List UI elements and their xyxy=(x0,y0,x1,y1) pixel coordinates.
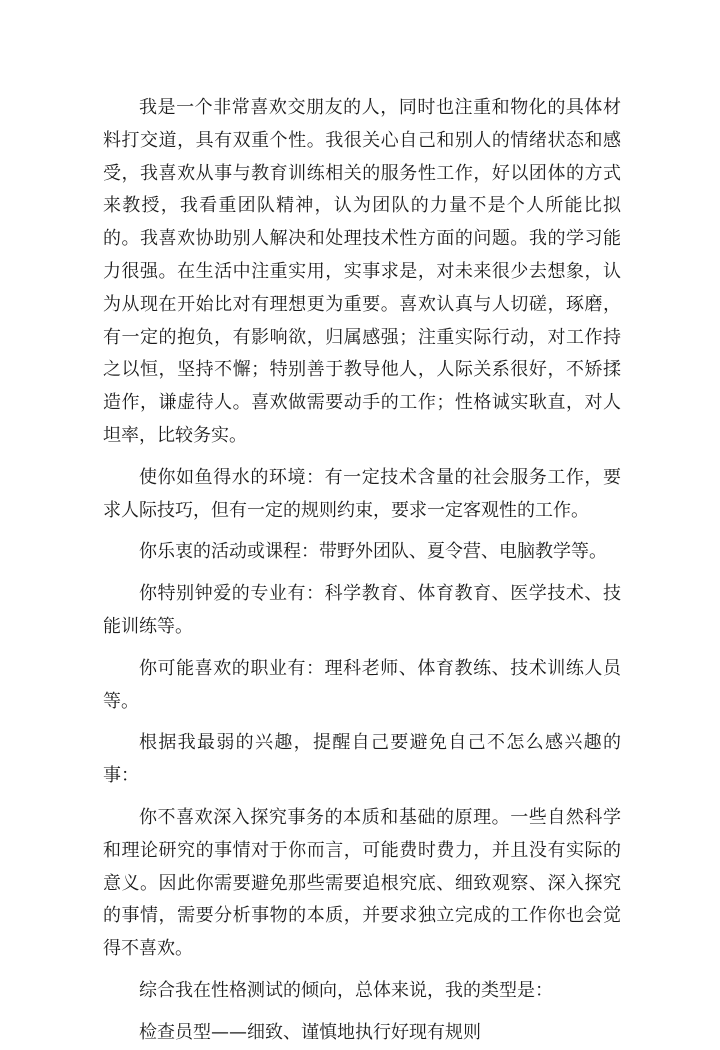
paragraph-environment: 使你如鱼得水的环境：有一定技术含量的社会服务工作，要求人际技巧，但有一定的规则约束，要求一定客观性的工作。 xyxy=(103,466,621,521)
paragraph-careers: 你可能喜欢的职业有：理科老师、体育教练、技术训练人员等。 xyxy=(103,657,621,712)
document-body xyxy=(103,92,621,1050)
paragraph-majors: 你特别钟爱的专业有：科学教育、体育教育、医学技术、技能训练等。 xyxy=(103,583,621,637)
paragraph-dislikes: 你不喜欢深入探究事务的本质和基础的原理。一些自然科学和理论研究的事情对于你而言，可能费时费力，并且没有实际的意义。因此你需要避免那些需要追根究底、细致观察、深入探究的事情，需要分析事物的本质，并要求独立完成的工作你也会觉得不喜欢。 xyxy=(103,806,621,960)
paragraph-summary: 综合我在性格测试的倾向，总体来说，我的类型是： xyxy=(139,979,553,1001)
paragraph-type: 检查员型——细致、谨慎地执行好现有规则 xyxy=(139,1021,481,1043)
paragraph-activities: 你乐衷的活动或课程：带野外团队、夏令营、电脑教学等。 xyxy=(139,541,607,563)
paragraph-weakest-interest: 根据我最弱的兴趣，提醒自己要避免自己不怎么感兴趣的事： xyxy=(103,732,621,787)
paragraph-self-description: 我是一个非常喜欢交朋友的人，同时也注重和物化的具体材料打交道，具有双重个性。我很关心自己和别人的情绪状态和感受，我喜欢从事与教育训练相关的服务性工作，好以团体的方式来教授，我看重团队精神，认为团队的力量不是个人所能比拟的。我喜欢协助别人解决和处理技术性方面的问题。我的学习能力很强。在生活中注重实用，实事求是，对未来很少去想象，认为从现在开始比对有理想更为重要。喜欢认真与人切磋，琢磨，有一定的抱负，有影响欲，归属感强；注重实际行动，对工作持之以恒，坚持不懈；特别善于教导他人，人际关系很好，不矫揉造作，谦虚待人。喜欢做需要动手的工作；性格诚实耿直，对人坦率，比较务实。 xyxy=(103,97,621,446)
